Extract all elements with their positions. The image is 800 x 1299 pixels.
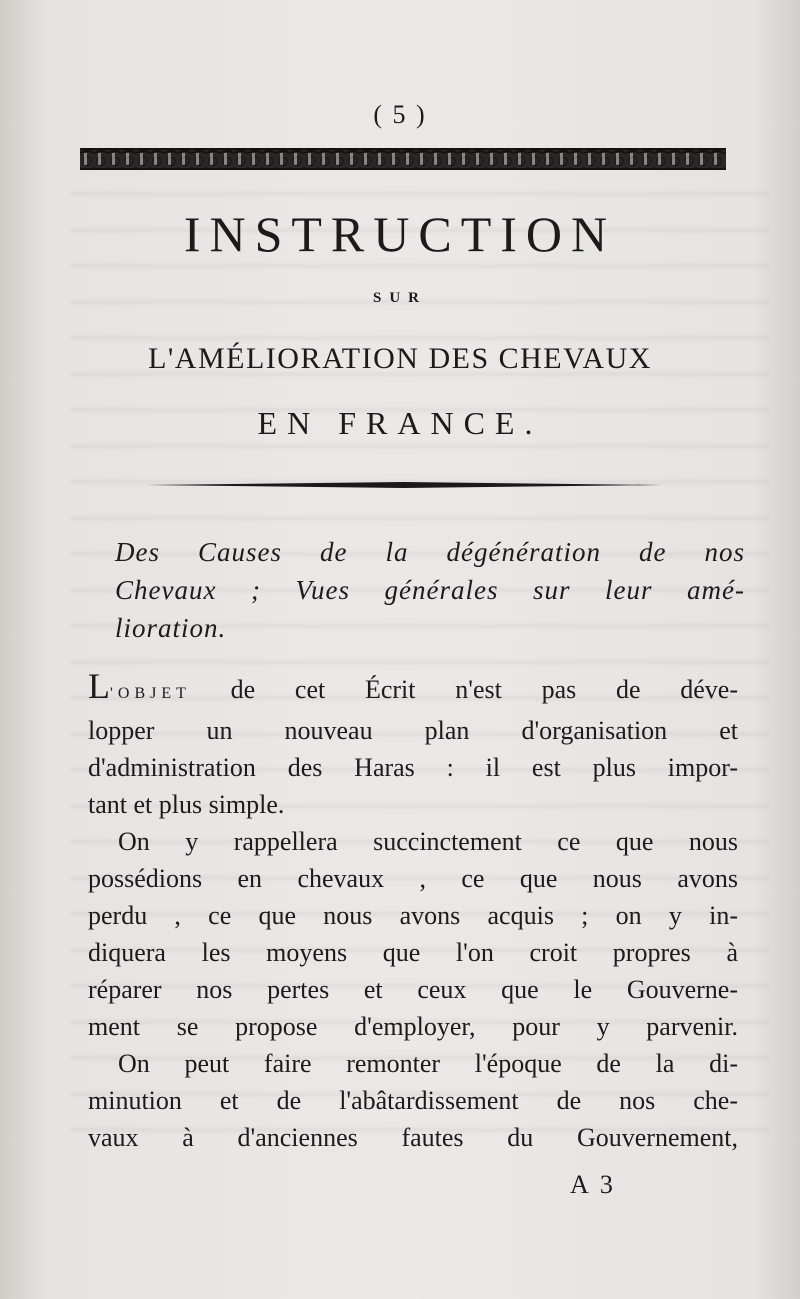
title-connector: SUR xyxy=(372,290,427,306)
ornament-pattern xyxy=(80,153,726,165)
section-heading-line-2: Chevaux ; Vues générales sur leur amé- xyxy=(115,575,745,605)
paragraph-2-line-5: réparer nos pertes et ceux que le Gouverne- xyxy=(88,975,738,1004)
paragraph-2-line-4: diquera les moyens que l'on croit propres à xyxy=(88,938,738,967)
subtitle-line-1: L'AMÉLIORATION DES CHEVAUX xyxy=(148,342,652,375)
paragraph-1-line-1 xyxy=(88,668,738,712)
paragraph-3-line-2: minution et de l'abâtardissement de nos che- xyxy=(88,1086,738,1115)
paragraph-2-line-3: perdu , ce que nous avons acquis ; on y in- xyxy=(88,901,738,930)
paragraph-2-line-2: possédions en chevaux , ce que nous avons xyxy=(88,864,738,893)
page-number: ( 5 ) xyxy=(373,100,427,129)
paragraph-3-line-1: On peut faire remonter l'époque de la di- xyxy=(118,1049,738,1078)
paragraph-1-line-3: d'administration des Haras : il est plus impor- xyxy=(88,753,738,782)
section-heading xyxy=(115,533,745,647)
body-text xyxy=(88,668,738,1156)
paragraph-3-line-3: vaux à d'anciennes fautes du Gouvernement, xyxy=(88,1123,738,1152)
page-title: INSTRUCTION xyxy=(183,206,617,262)
paragraph-1-line-1-text: de cet Écrit n'est pas de déve- xyxy=(230,675,739,704)
tapered-rule xyxy=(146,482,662,488)
section-heading-line-3: lioration. xyxy=(115,613,227,643)
paragraph-1-line-4: tant et plus simple. xyxy=(88,790,285,819)
small-caps-word: 'OBJET xyxy=(110,685,191,702)
signature-mark: A 3 xyxy=(570,1170,616,1199)
section-heading-line-1: Des Causes de la dégénération de nos xyxy=(115,537,745,567)
paragraph-2-line-6: ment se propose d'employer, pour y parvenir. xyxy=(88,1012,738,1041)
header-ornament-band xyxy=(80,148,726,170)
initial-letter: L xyxy=(88,666,110,706)
subtitle-line-2: EN FRANCE. xyxy=(257,405,543,441)
paragraph-2-line-1: On y rappellera succinctement ce que nous xyxy=(118,827,738,856)
paragraph-1-line-2: lopper un nouveau plan d'organisation et xyxy=(88,716,738,745)
